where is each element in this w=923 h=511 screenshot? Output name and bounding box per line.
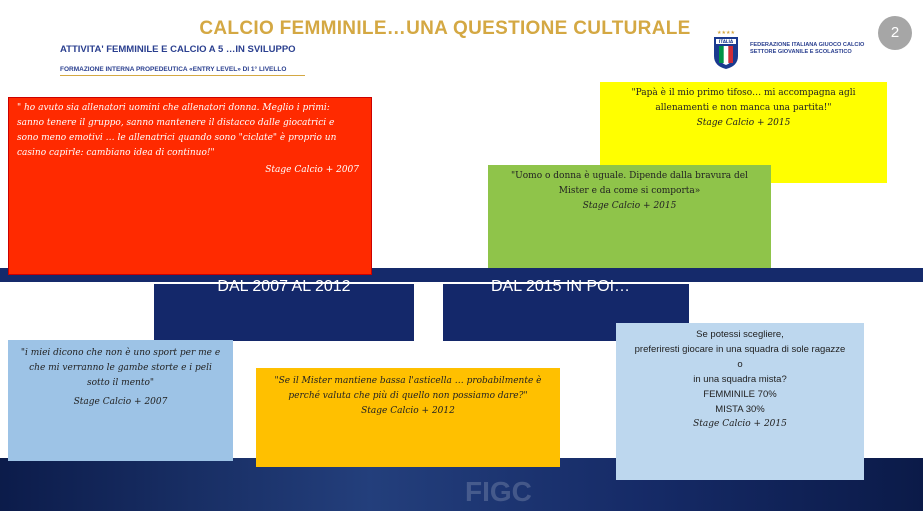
survey-line: Se potessi scegliere, <box>696 329 784 340</box>
quote-line: "Papà è il mio primo tifoso… mi accompagna agli <box>631 88 856 98</box>
quote-line: Mister e da come si comporta» <box>558 186 701 196</box>
quote-line: sotto il mento" <box>87 378 154 388</box>
quote-line: allenamenti e non manca una partita!" <box>655 103 832 113</box>
quote-source: Stage Calcio + 2012 <box>361 406 455 416</box>
period-label-2015: DAL 2015 IN POI… <box>491 278 631 295</box>
figc-logo <box>710 28 742 70</box>
quote-box-green <box>488 165 771 268</box>
quote-line: "Uomo o donna è uguale. Dipende dalla bravura del <box>511 171 748 181</box>
survey-line: in una squadra mista? <box>693 374 787 385</box>
survey-source: Stage Calcio + 2015 <box>693 419 787 429</box>
quote-box-red <box>8 97 372 275</box>
period-label-2007: DAL 2007 AL 2012 <box>217 278 351 295</box>
logo-badge-text: ITALIA <box>718 39 734 44</box>
figc-shield-icon <box>710 28 742 70</box>
logo-text-line1: FEDERAZIONE ITALIANA GIUOCO CALCIO <box>750 42 865 48</box>
subtitle: ATTIVITA' FEMMINILE E CALCIO A 5 …IN SVILUPPO <box>60 44 296 55</box>
quote-line: che mi verranno le gambe storte e i peli <box>29 363 212 373</box>
quote-line: casino capirle: cambiano idea di continuo!" <box>17 148 215 158</box>
quote-source: Stage Calcio + 2015 <box>696 118 791 128</box>
survey-box <box>616 323 864 480</box>
page-title: CALCIO FEMMINILE…UNA QUESTIONE CULTURALE <box>199 18 691 39</box>
period-box-2007 <box>154 278 414 341</box>
sub-subtitle: FORMAZIONE INTERNA PROPEDEUTICA «ENTRY LEVEL» DI 1° LIVELLO <box>60 66 287 73</box>
survey-result-mixed: MISTA 30% <box>715 404 765 415</box>
watermark: FIGC <box>465 476 532 507</box>
quote-line: sono meno emotivi … le allenatrici quando sono "ciclate" è proprio un <box>17 133 337 143</box>
quote-box-orange <box>256 368 560 467</box>
quote-source: Stage Calcio + 2007 <box>265 165 359 175</box>
quote-line: perché valuta che più di quello non possiamo dare?" <box>288 391 528 401</box>
logo-text <box>750 42 864 56</box>
logo-stars: ★★★★ <box>717 30 735 36</box>
quote-line: "i miei dicono che non è uno sport per me e <box>20 348 221 358</box>
quote-source: Stage Calcio + 2007 <box>73 397 168 407</box>
quote-line: sanno tenere il gruppo, sanno mantenere il distacco dalle giocatrici e <box>17 118 335 128</box>
survey-line: o <box>737 359 743 370</box>
quote-line: "Se il Mister mantiene bassa l'asticella … probabilmente è <box>274 376 542 386</box>
quote-line: " ho avuto sia allenatori uomini che allenatori donna. Meglio i primi: <box>17 103 330 113</box>
survey-result-female: FEMMINILE 70% <box>703 389 777 400</box>
page-number-badge: 2 <box>878 16 912 50</box>
quote-box-lightblue <box>8 340 233 461</box>
logo-text-line2: SETTORE GIOVANILE E SCOLASTICO <box>750 49 852 55</box>
survey-line: preferiresti giocare in una squadra di sole ragazze <box>634 344 846 355</box>
quote-source: Stage Calcio + 2015 <box>582 201 677 211</box>
subtitle-underline <box>60 75 305 76</box>
